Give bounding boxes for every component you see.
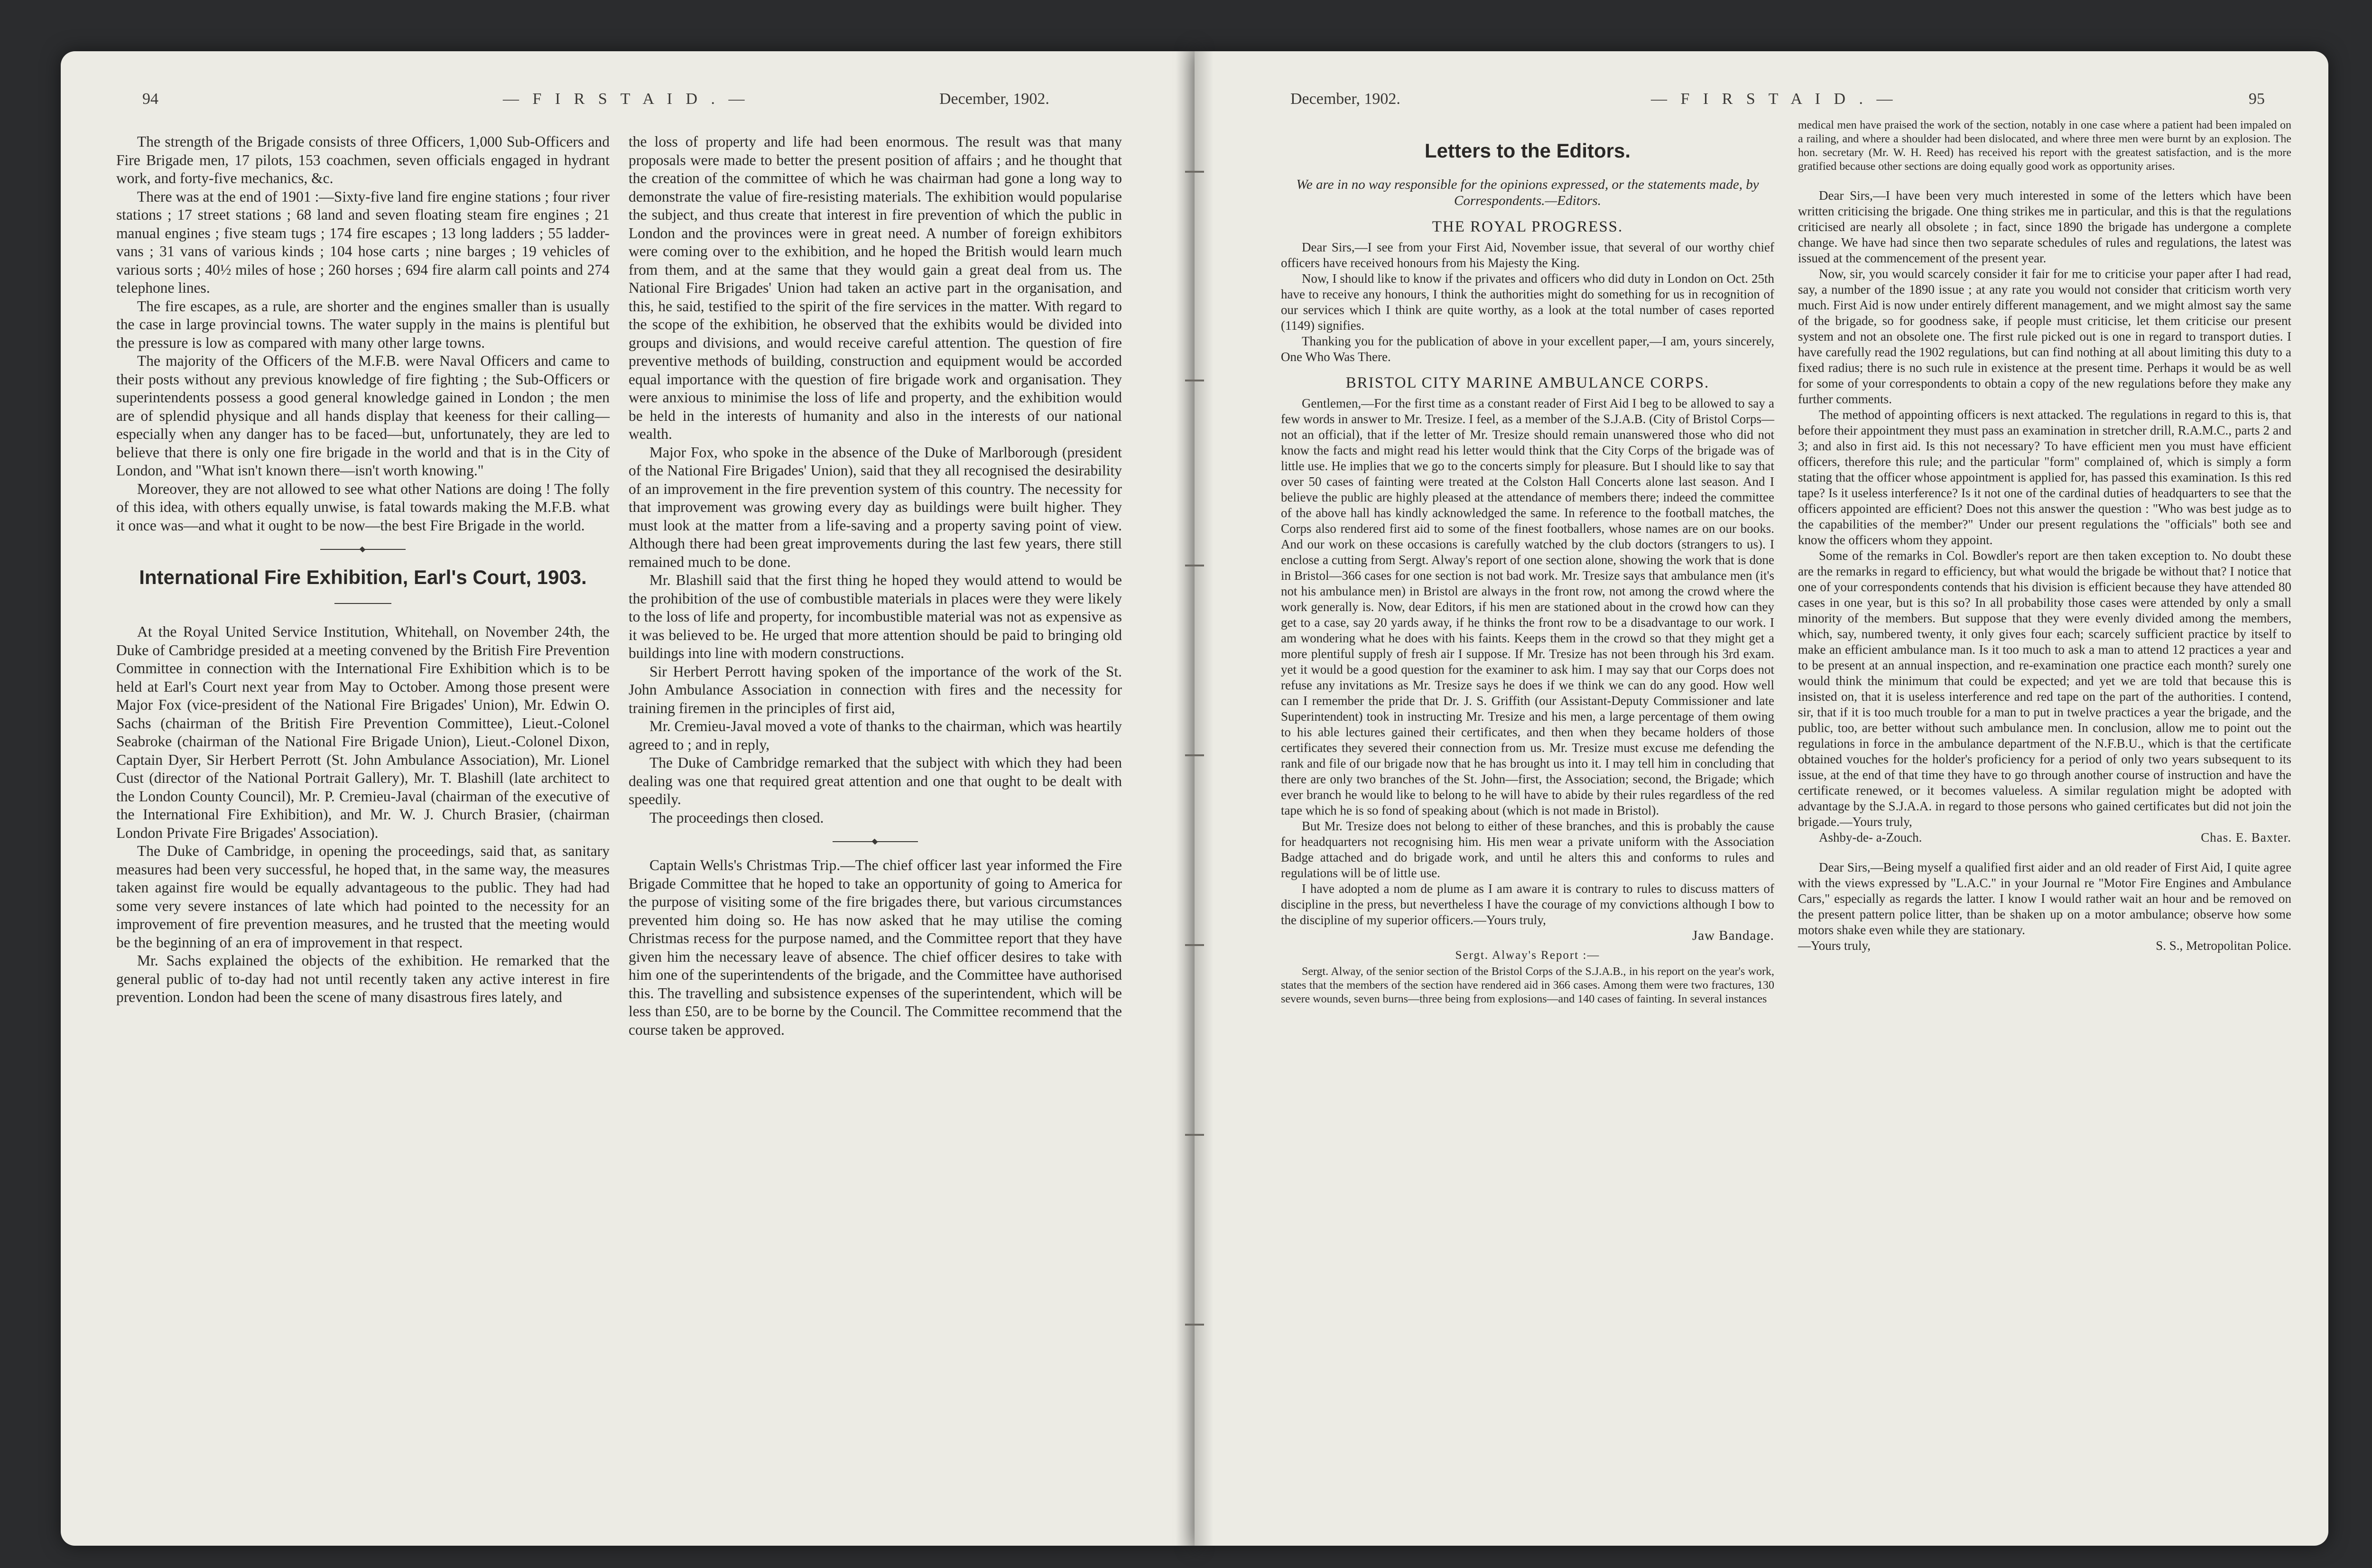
section-divider bbox=[320, 549, 406, 550]
paragraph: Sergt. Alway, of the senior section of the Bristol Corps of the S.J.A.B., in his report on the year's work, states that the members of the section have rendered aid in 366 cases. Among them were two fractures, 130 severe wounds, seven burns—three being from explosions—and 140 cases of fainting. In several instances bbox=[1281, 965, 1774, 1005]
paragraph: The majority of the Officers of the M.F.B. were Naval Officers and came to their posts without any previous knowledge of fire fighting ; the Sub-Officers or superintendents possess a good general knowledge gained in London ; the men are of splendid physique and all hands display that keeness for their calling—especially when any danger has to be faced—but, unfortunately, they are led to believe that there is only one fire brigade in the world and that is in the City of London, and "What isn't known there—isn't worth knowing." bbox=[116, 353, 610, 479]
paragraph: Mr. Cremieu-Javal moved a vote of thanks to the chairman, which was heartily agreed to ; and in reply, bbox=[629, 718, 1122, 753]
paragraph: At the Royal United Service Institution, Whitehall, on November 24th, the Duke of Cambridge presided at a meeting convened by the British Fire Prevention Committee in connection with the International Fire Exhibition which is to be held at Earl's Court next year from May to October. Among those present were Major Fox (vice-president of the National Fire Brigades' Union), Mr. Edwin O. Sachs (chairman of the British Fire Prevention Committee), Lieut.-Colonel Seabroke (chairman of the National Fire Brigade Union), Lieut.-Colonel Dixon, Captain Dyer, Sir Herbert Perrott (St. John Ambulance Association), Mr. Lionel Cust (director of the National Portrait Gallery), Mr. T. Blashill (late architect to the London County Council), Mr. P. Cremieu-Javal (chairman of the executive of the International Fire Exhibition), and Mr. W. J. Church Brasier, (chairman London Private Fire Brigades' Association). bbox=[116, 623, 610, 841]
paragraph: Dear Sirs,—I have been very much interested in some of the letters which have been written criticising the brigade. One thing strikes me in particular, and this is that the regulations criticised are nearly all obsolete ; in fact, since 1890 the brigade has undergone a complete change. We have had since then two separate schedules of rules and regulations, the latest was issued at the commencement of the present year. bbox=[1798, 188, 2291, 265]
right-running-title: — F I R S T A I D . — bbox=[1651, 90, 1898, 108]
paragraph: Gentlemen,—For the first time as a constant reader of First Aid I beg to be allowed to say a few words in answer to Mr. Tresize. I feel, as a member of the S.J.A.B. (City of Bristol Corps—not an official), that if the letter of Mr. Tresize should remain unanswered those who did not know the facts and might read his letter would think that the City Corps of the brigade was of little use. He implies that we go to the concerts simply for pleasure. But I should like to say that over 50 cases of fainting were treated at the Colston Hall Concerts alone last season. And I believe the public are highly pleased at the attendance of members there; indeed the committee of the above hall has kindly acknowledged the same. In reference to the football matches, the Corps also rendered first aid to some of the finest footballers, whose names are on our books. And our work on these occasions is carefully watched by the club doctors (strangers to us). I enclose a cutting from Sergt. Alway's report of one section alone, showing the work that is done in Bristol—366 cases for one section is not bad work. Mr. Tresize says that ambulance men (it's not his ambulance men) in Bristol are always in the front row, not among the crowd where the work generally is. Now, dear Editors, if his men are stationed about in the crowd how can they get to a case, say 20 yards away, if he thinks the front row to be a disadvantage to our work. I am wondering what he does with his faints. Keeps them in the crowd so that they might get a more plentiful supply of fresh air I suppose. If Mr. Tresize has not been through his 3rd exam. yet it would be a good question for the examiner to ask him. I may say that our Corps does not refuse any invitations as Mr. Tresize says he does if we think we can do any good. How well can I remember the pride that Dr. J. S. Griffith (our Assistant-Deputy Commissioner and late Superintendent) took in instructing Mr. Tresize and his men, a large percentage of them owing to his able lectures gained their certificates, and then when they became holders of those certificates they severed their connection from us. Mr. Tresize must excuse me defending the rank and file of our brigade now that he has brought us into it. I may tell him in concluding that there are only two branches of the St. John—first, the Association; second, the Brigade; which ever branch he would like to belong to he will have to abide by their rules regardless of the red tape which he is so fond of speaking about (which is not made in Bristol). bbox=[1281, 396, 1774, 817]
paragraph: Dear Sirs,—I see from your First Aid, November issue, that several of our worthy chief officers have received honours from his Majesty the King. bbox=[1281, 240, 1774, 270]
signature-line bbox=[1798, 938, 2291, 954]
right-page-number: 95 bbox=[2249, 90, 2265, 108]
spacer bbox=[1798, 845, 2291, 860]
paragraph: Mr. Blashill said that the first thing he hoped they would attend to would be the prohibition of the use of combustible materials in places were they were likely to the loss of life and property, for incombustible material was not as expensive as it was believed to be. He urged that more attention should be paid to bringing old buildings into line with modern constructions. bbox=[629, 572, 1122, 661]
left-column-1 bbox=[116, 133, 610, 1007]
paragraph: The Duke of Cambridge, in opening the proceedings, said that, as sanitary measures had been very successful, he hoped that, in the same way, the measures taken against fire would be equally advantageous to the public. They had had some very severe instances of late which had pointed to the necessity for an improvement of fire prevention measures, and he trusted that the meeting would be the beginning of an era of improvement in that respect. bbox=[116, 843, 610, 951]
right-column-2 bbox=[1798, 119, 2291, 954]
editors-note: We are in no way responsible for the opinions expressed, or the statements made, by Correspondents.—Editors. bbox=[1296, 177, 1759, 208]
left-running-title: — F I R S T A I D . — bbox=[503, 90, 750, 108]
alway-report-heading: Sergt. Alway's Report :— bbox=[1455, 949, 1600, 962]
paragraph: Now, I should like to know if the privates and officers who did duty in London on Oct. 25th have to receive any honours, I think the authorities might do something for us in recognition of our services which I think are quite worthy, as a look at the total number of cases reported (1149) signifies. bbox=[1281, 271, 1774, 333]
signature-place: Ashby-de- a-Zouch. bbox=[1819, 830, 1922, 844]
paragraph: The fire escapes, as a rule, are shorter and the engines smaller than is usually the case in large provincial towns. The water supply in the mains is plentiful but the pressure is low as compared with many other large towns. bbox=[116, 297, 610, 351]
paragraph: Thanking you for the publication of above in your excellent paper,—I am, yours sincerely, One Who Was There. bbox=[1281, 334, 1774, 364]
binding-stitch bbox=[1185, 1324, 1204, 1326]
paragraph: Some of the remarks in Col. Bowdler's report are then taken exception to. No doubt these are the remarks in regard to efficiency, but what would the brigade be without that? I notice that one of your correspondents contends that his division is efficient because they have attended 80 cases in one year, but is this so? In all probability those cases were attended by only a small minority of the members. But suppose that they were evenly divided among the members, which, say, numbered twenty, it only gives four each; scarcely sufficient practice by itself to make an efficient ambulance man. Is it too much to ask a man to attend 12 practices a year and to be present at an annual inspection, and re-examination one practice each month? surely one would think the minimum that could be expected; and yet we are told that because this is insisted on, that it is useless interference and red tape on the part of the authorities. I contend, sir, that if it is too much trouble for a man to put in twelve practices a year the brigade, and the public, too, are better without such ambulance men. In conclusion, allow me to point out the regulations in force in the ambulance department of the N.F.B.U., which is that the certificate obtained vouches for the holder's proficiency for a period of only two years subsequent to its issue, at the end of that time they have to go through another course of instruction and have the certificate renewed, or it becomes valueless. A similar regulation might be adopted with advantage by the S.J.A.A. in regard to those persons who gained certificates but did not join the brigade.—Yours truly, bbox=[1798, 548, 2291, 829]
paragraph: The strength of the Brigade consists of three Officers, 1,000 Sub-Officers and Fire Brigade men, 17 pilots, 153 coachmen, seven officials engaged in hydrant work, and forty-five mechanics, &c. bbox=[116, 133, 610, 186]
signature-line bbox=[1798, 830, 2291, 845]
bristol-heading: BRISTOL CITY MARINE AMBULANCE CORPS. bbox=[1345, 374, 1710, 391]
paragraph: The method of appointing officers is next attacked. The regulations in regard to this is, that before their appointment they must pass an examination in stretcher drill, R.A.M.C., parts 2 and 3; and also in first aid. Is this not necessary? To have efficient men you must have efficient officers, therefore this rule; and the particular "form" complained of, which is simply a form stating that the officer whose appointment is applied for, has passed this examination. Is this red tape? Is it useless interference? Is it not one of the cardinal duties of headquarters to see that the officers appointed are efficient? Does not this answer the question : "Who was best judge as to the capabilities of the member?" Under our present regulations the "officials" both see and know the officers whom they appoint. bbox=[1798, 408, 2291, 547]
paragraph: the loss of property and life had been enormous. The result was that many proposals were made to better the present position of affairs ; and he thought that the creation of the committee of which he was chairman had gone a long way to demonstrate the value of fire-resisting materials. The exhibition would popularise the subject, and thus create that interest in fire prevention of which the public in London and the provinces were in great need. A number of foreign exhibitors were coming over to the exhibition, and he hoped the British would learn much from them, and at the same that they would gain a great deal from us. The National Fire Brigades' Union had taken an active part in the organisation, and this, he said, testified to the spirit of the fire services in the matter. With regard to the scope of the exhibition, he observed that the exhibits would be divided into groups and divisions, and would receive careful attention. The question of fire preventive methods of building, construction and equipment would be accorded equal importance with the question of fire brigade work and organisation. They were anxious to minimise the loss of life and property, and the exhibition would be held in the interests of humanity and also in the interests of our national wealth. bbox=[629, 133, 1122, 442]
paragraph: Mr. Sachs explained the objects of the exhibition. He remarked that the general public of to-day had not until recently taken any active interest in fire prevention. London had been the scene of many disastrous fires lately, and bbox=[116, 952, 610, 1005]
paragraph: The Duke of Cambridge remarked that the subject with which they had been dealing was one that required great attention and one that ought to be dealt with speedily. bbox=[629, 754, 1122, 807]
paragraph: There was at the end of 1901 :—Sixty-five land fire engine stations ; four river stations ; 17 street stations ; 68 land and seven floating steam fire engines ; 21 manual engines ; five steam tugs ; 174 fire escapes ; 13 long ladders ; 55 ladder-vans ; 31 vans of various kinds ; 104 hose carts ; nine barges ; 19 vehicles of various sorts ; 40½ miles of hose ; 260 horses ; 694 fire alarm call points and 274 telephone lines. bbox=[116, 188, 610, 296]
binding-stitch bbox=[1185, 1134, 1204, 1136]
royal-progress-heading: THE ROYAL PROGRESS. bbox=[1432, 218, 1623, 235]
letters-headline: Letters to the Editors. bbox=[1424, 139, 1631, 162]
binding-stitch bbox=[1185, 380, 1204, 381]
binding-stitch bbox=[1185, 944, 1204, 946]
right-running-date: December, 1902. bbox=[1290, 90, 1400, 108]
binding-stitch bbox=[1185, 171, 1204, 173]
paragraph: But Mr. Tresize does not belong to either of these branches, and this is probably the cause for headquarters not recognising him. His men wear a private uniform with the Association Badge attached and do brigade work, and until he alters this and conforms to rules and regulations will be of little use. bbox=[1281, 819, 1774, 880]
signature: Jaw Bandage. bbox=[1692, 928, 1774, 943]
left-page-number: 94 bbox=[142, 90, 158, 108]
paragraph: Dear Sirs,—Being myself a qualified first aider and an old reader of First Aid, I quite agree with the views expressed by "L.A.C." in your Journal re "Motor Fire Engines and Ambulance Cars," especially as regards the latter. I know I would rather wait an hour and be removed on the present pattern police litter, than be shaken up on a motor ambulance; observe how some motors shake even while they are stationary. bbox=[1798, 860, 2291, 937]
paragraph: I have adopted a nom de plume as I am aware it is contrary to rules to discuss matters of discipline in the press, but nevertheless I have the courage of my convictions although I bow to the discipline of my superior officers.—Yours truly, bbox=[1281, 881, 1774, 927]
spacer bbox=[1798, 174, 2291, 188]
paragraph: Now, sir, you would scarcely consider it fair for me to criticise your paper after I had read, say, a number of the 1890 issue ; at any rate you would not consider that criticism worth very much. First Aid is now under entirely different management, and we might almost say the same of the brigade, so for goodness sake, if people must criticise, let them criticise our present system and not an obsolete one. The first rule picked out is one in regard to transport duties. I have carefully read the 1902 regulations, but can find nothing at all about limiting this duty to a fixed radius; there is no such rule in existence at the present time. Perhaps it would be as well for some of your correspondents to obtain a copy of the new regulations before they make any further comments. bbox=[1798, 267, 2291, 406]
paragraph: medical men have praised the work of the section, notably in one case where a patient had been impaled on a railing, and where a shoulder had been dislocated, and where three men were burnt by an explosion. The hon. secretary (Mr. W. H. Reed) has received his report with the greatest satisfaction, and is the more gratified because other sections are doing equally good work as opportunity arises. bbox=[1798, 119, 2291, 173]
binding-stitch bbox=[1185, 754, 1204, 756]
headline-underline bbox=[334, 603, 391, 604]
binding-stitch bbox=[1185, 565, 1204, 566]
book-gutter bbox=[1176, 51, 1214, 1546]
paragraph: Sir Herbert Perrott having spoken of the importance of the work of the St. John Ambulance Association in connection with fires and the necessity for training firemen in the principles of first aid, bbox=[629, 663, 1122, 716]
section-divider bbox=[833, 841, 918, 842]
paragraph: Major Fox, who spoke in the absence of the Duke of Marlborough (president of the National Fire Brigades' Union), said that they all recognised the desirability of an improvement in the fire prevention system of this country. The necessity for that improvement was growing every day as buildings were built higher. They must look at the matter from a life-saving and a property saving point of view. Although there had been great improvements during the last few years, there still remained much to be done. bbox=[629, 444, 1122, 570]
signature: S. S., Metropolitan Police. bbox=[2156, 938, 2291, 953]
left-running-date: December, 1902. bbox=[939, 90, 1049, 108]
paragraph: Captain Wells's Christmas Trip.—The chief officer last year informed the Fire Brigade Committee that he hoped to take an opportunity of going to America for the purpose of visiting some of the fire brigades there, but various circumstances prevented him doing so. He has now asked that he may utilise the coming Christmas recess for the purpose named, and the Committee report that they have given him the necessary leave of absence. The chief officer desires to take with him one of the superintendents of the brigade, and the Committee have authorised this. The travelling and subsistence expenses of the superintendent, which will be less than £50, are to be borne by the Council. The Committee recommend that the course taken be approved. bbox=[629, 857, 1122, 1038]
paragraph: Moreover, they are not allowed to see what other Nations are doing ! The folly of this idea, with others equally unwise, is fatal towards making the M.F.B. what it once was—and what it ought to be now—the best Fire Brigade in the world. bbox=[116, 480, 610, 534]
signature-salutation: —Yours truly, bbox=[1798, 938, 1871, 953]
paragraph: The proceedings then closed. bbox=[649, 809, 824, 826]
exhibition-headline: International Fire Exhibition, Earl's Court, 1903. bbox=[139, 566, 587, 588]
left-column-2 bbox=[629, 133, 1122, 1039]
signature: Chas. E. Baxter. bbox=[2201, 830, 2291, 844]
right-column-1 bbox=[1281, 138, 1774, 1006]
